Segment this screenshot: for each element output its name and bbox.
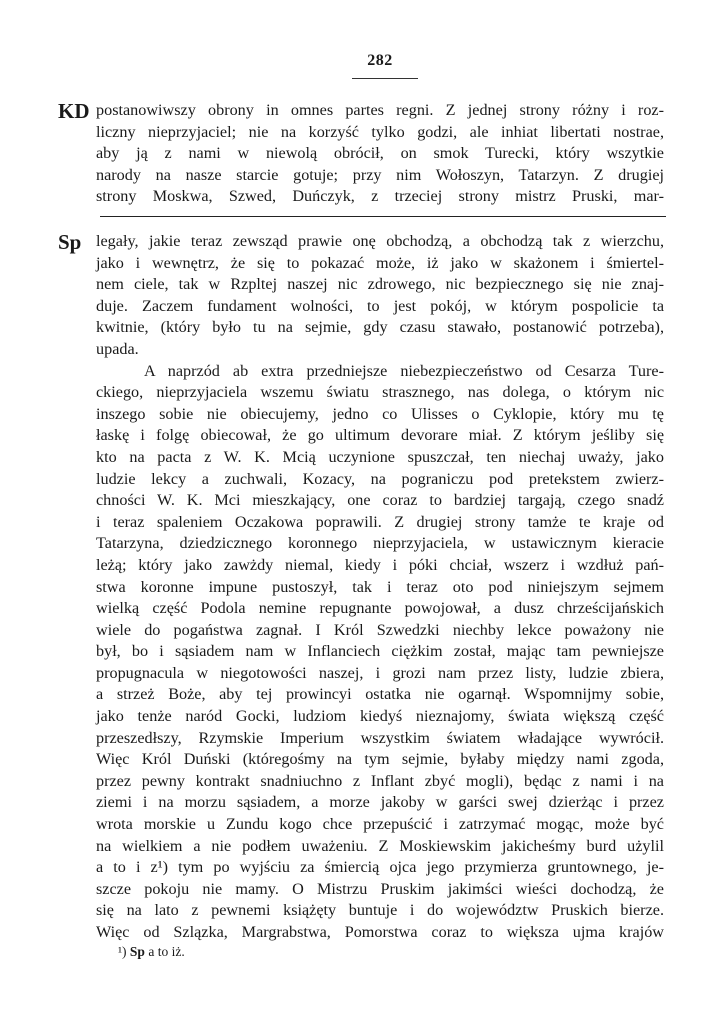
text-line: duje. Zaczem fundament wolności, to jest pokój, w którym pospolicie ta <box>96 296 664 315</box>
text-line: jako tenże naród Gocki, ludziom kiedyś nieznajomy, świata większą część <box>96 707 664 726</box>
text-line: Tatarzyna, dziedzicznego koronnego nieprzyjaciela, w ustawicznym kieracie <box>96 534 664 553</box>
text-line: a strzeż Boże, aby tej prowincyi ostatka nie ogarnął. Wspomnijmy sobie, <box>96 685 664 704</box>
text-line: inszego sobie nie obiecujemy, jedno co Ulisses o Cyklopie, który mu tę <box>96 404 664 423</box>
text-line: postanowiwszy obrony in omnes partes regni. Z jednej strony różny i roz- <box>96 101 664 119</box>
text-line: wielką część Podola nemine repugnante powojował, a dusz chrześcijańskich <box>96 599 664 618</box>
text-line: leżą; który jako zawżdy niemal, kiedy i póki chciał, wszerz i wzdłuż pań- <box>96 555 664 574</box>
section-text-kd <box>96 100 664 208</box>
page-number-rule <box>352 78 418 79</box>
footnote <box>118 944 185 960</box>
text-line: upada. <box>96 339 139 358</box>
text-line: i teraz spaleniem Oczakowa poprawili. Z drugiej strony tamże te kraje od <box>96 512 664 531</box>
text-line: Więc Król Duński (któregośmy na tym sejmie, byłaby między nami zgoda, <box>96 750 664 769</box>
text-line: wrota morskie u Zundu kogo chce przepuścić i zatrzymać mogąc, może być <box>96 815 664 834</box>
text-line: szcze pokoju nie mamy. O Mistrzu Pruskim jakimści wieści dochodzą, że <box>96 879 664 898</box>
text-line: a to i z¹) tym po wyjściu za śmiercią ojca jego przymierza gruntownego, je- <box>96 858 664 877</box>
text-line: strony Moskwa, Szwed, Duńczyk, z trzeciej strony mistrz Pruski, mar- <box>96 187 664 206</box>
text-line: chności W. K. Mci mieszkający, one coraz to bardziej targają, czego snadź <box>96 491 664 510</box>
text-line: legały, jakie teraz zewsząd prawie onę obchodzą, a obchodzą tak z wierzchu, <box>96 232 664 250</box>
text-line: na wielkiem a nie podłem uważeniu. Z Moskiewskim jakicheśmy burd użylil <box>96 836 664 855</box>
section-divider <box>100 216 666 217</box>
text-line: ziemi i na morzu sąsiadem, a morze jakoby w garści swej dzierżąc i przez <box>96 793 664 812</box>
text-line: A naprzód ab extra przedniejsze niebezpieczeństwo od Cesarza Ture- <box>144 361 664 380</box>
page-number: 282 <box>367 52 393 69</box>
text-line: kwitnie, (który było tu na sejmie, gdy czasu stawało, postanowić potrzeba), <box>96 318 664 337</box>
text-line: liczny nieprzyjaciel; nie na korzyść tylko godzi, ale inhiat libertati nostrae, <box>96 122 664 141</box>
text-line: ckiego, nieprzyjaciela wszemu światu strasznego, nas dolega, o którym nic <box>96 383 664 402</box>
text-line: propugnacula w niegotowości naszej, i grozi nam przez listy, ludzie zbiera, <box>96 663 664 682</box>
text-line: kto na pacta z W. K. Mcią uczynione spuszczał, ten niechaj uważy, jako <box>96 447 664 466</box>
text-line: nem ciele, tak w Rzpltej naszej nic zdrowego, nic bezpiecznego się nie znaj- <box>96 275 664 294</box>
section-siglum-kd: KD <box>58 99 90 123</box>
section-text-sp <box>96 231 664 944</box>
section-siglum-sp: Sp <box>58 230 82 254</box>
text-line: narody na nasze starcie gotuje; przy nim Wołoszyn, Tatarzyn. Z drugiej <box>96 165 664 184</box>
text-line: wiele do pogaństwa zagnał. I Król Szwedzki niechby lekce poważony nie <box>96 620 664 639</box>
footnote-text: a to iż. <box>148 944 185 959</box>
text-line: aby ją z nami w niewolą obrócił, on smok Turecki, który wszytkie <box>96 144 664 163</box>
text-line: Więc od Szlązka, Margrabstwa, Pomorstwa coraz to większa ujma krajów <box>96 923 664 941</box>
text-line: był, bo i sąsiadem nam w Inflanciech ciężkim został, mając tam pewniejsze <box>96 642 664 661</box>
text-line: przez pewny kontrakt snadniuchno z Inflant zbyć mogli), będąc z nami i na <box>96 771 664 790</box>
footnote-marker: ¹) <box>118 944 127 959</box>
text-line: łaskę i folgę obiecował, że go ultimum devorare miał. Z którym jeśliby się <box>96 426 664 445</box>
text-line: ludzie lekcy a zuchwali, Kozacy, na pograniczu pod pretekstem zwierz- <box>96 469 664 488</box>
text-line: jako i wewnętrz, że się to pokazać może, iż jako w skażonem i śmiertel- <box>96 253 664 272</box>
footnote-siglum: Sp <box>129 944 145 959</box>
text-line: się na lato z pewnemi książęty buntuje i do województw Pruskich bierze. <box>96 901 664 920</box>
text-line: stwa koronne impune pustoszył, tak i teraz oto pod niniejszym sejmem <box>96 577 664 596</box>
text-line: przeszedłszy, Rzymskie Imperium wszystkim światem władające wywrócił. <box>96 728 664 747</box>
